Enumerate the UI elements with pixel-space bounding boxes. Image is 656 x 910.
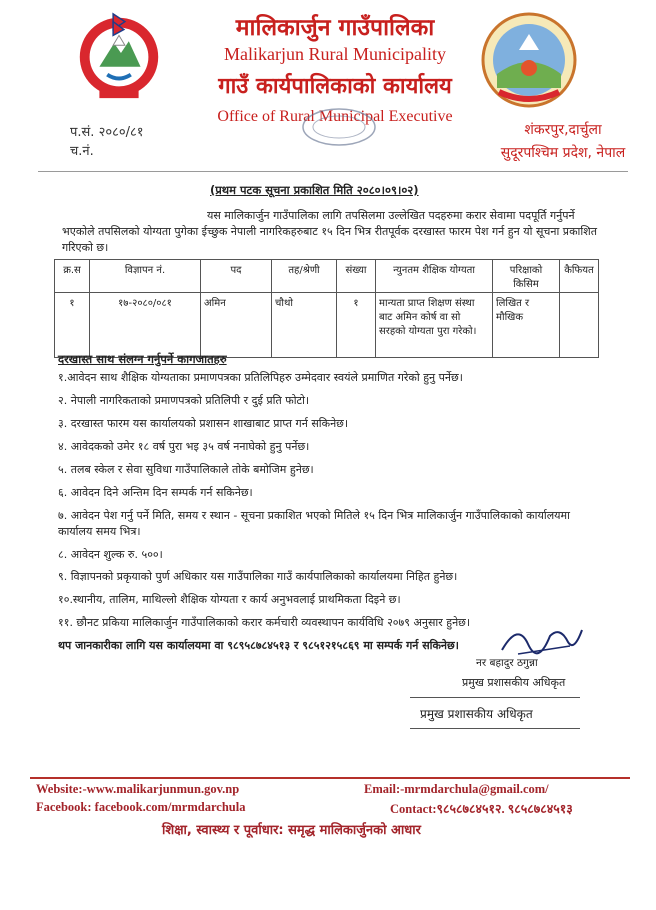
notice-title: (प्रथम पटक सूचना प्रकाशित मिति २०८०।०९।०२) bbox=[210, 183, 419, 197]
table-header-cell: परिक्षाको किसिम bbox=[493, 260, 560, 293]
signature-rule bbox=[410, 697, 580, 698]
office-name-nepali: गाउँ कार्यपालिकाको कार्यालय bbox=[218, 73, 452, 99]
footer-slogan: शिक्षा, स्वास्थ्य र पूर्वाधार: समृद्ध मालिकार्जुनको आधार bbox=[162, 823, 421, 838]
table-cell: चौथो bbox=[272, 293, 337, 358]
table-header-cell: संख्या bbox=[337, 260, 376, 293]
table-cell: मान्यता प्राप्त शिक्षण संस्था बाट अमिन कोर्ष वा सो सरहको योग्यता पुरा गरेको। bbox=[376, 293, 493, 358]
table-header-cell: तह/श्रेणी bbox=[272, 260, 337, 293]
table-cell: अमिन bbox=[201, 293, 272, 358]
list-item: ५. तलब स्केल र सेवा सुविधा गाउँपालिकाले तोके बमोजिम हुनेछ। bbox=[58, 462, 314, 476]
office-name-english: Office of Rural Municipal Executive bbox=[217, 108, 453, 125]
signatory-title-repeat: प्रमुख प्रशासकीय अधिकृत bbox=[420, 707, 533, 721]
office-stamp-icon bbox=[300, 106, 378, 148]
list-item: ९. विज्ञापनको प्रकृयाको पुर्ण अधिकार यस गाउँपालिका गाउँ कार्यपालिकाको कार्यालयमा निहित हुनेछ। bbox=[58, 570, 458, 584]
list-item: ४. आवेदकको उमेर १८ वर्ष पुरा भइ ३५ वर्ष ननाघेको हुनु पर्नेछ। bbox=[58, 439, 310, 453]
reference-number: प.सं. २०८०/८१ bbox=[70, 125, 144, 140]
footer-facebook: Facebook: facebook.com/mrmdarchula bbox=[36, 800, 246, 814]
table-header-cell: पद bbox=[201, 260, 272, 293]
table-cell: लिखित र मौखिक bbox=[493, 293, 560, 358]
footer-contact: Contact:९८५८७८४५१२. ९८५८७८४५१३ bbox=[390, 802, 573, 816]
list-item: ७. आवेदन पेश गर्नु पर्ने मिति, समय र स्थान - सूचना प्रकाशित भएको मितिले १५ दिन भित्र मालिकार्जुन गाउँपालिकाको कार्यालयमा कार्यालय समय भित्र। bbox=[58, 508, 570, 538]
table-cell bbox=[560, 293, 599, 358]
header-divider bbox=[38, 171, 628, 172]
list-item: ८. आवेदन शुल्क रु. ५००। bbox=[58, 547, 163, 561]
location-line-2: सुदूरपश्चिम प्रदेश, नेपाल bbox=[500, 145, 626, 161]
table-cell: १ bbox=[337, 293, 376, 358]
footer-divider bbox=[30, 777, 630, 779]
list-item: २. नेपाली नागरिकताको प्रमाणपत्रको प्रतिलिपी र दुई प्रति फोटो। bbox=[58, 393, 310, 407]
table-cell: १ bbox=[55, 293, 90, 358]
list-item: ३. दरखास्त फारम यस कार्यालयको प्रशासन शाखाबाट प्राप्त गर्न सकिनेछ। bbox=[58, 416, 349, 430]
table-header-cell: विज्ञापन नं. bbox=[90, 260, 201, 293]
list-item: १०.स्थानीय, तालिम, माथिल्लो शैक्षिक योग्यता र कार्य अनुभवलाई प्राथमिकता दिइने छ। bbox=[58, 593, 401, 607]
contact-line: थप जानकारीका लागि यस कार्यालयमा वा ९८९५८७८४५१३ र ९८५१२१५८६९ मा सम्पर्क गर्न सकिनेछ। bbox=[58, 639, 459, 653]
municipality-name-english: Malikarjun Rural Municipality bbox=[224, 44, 446, 64]
location-line-1: शंकरपुर,दार्चुला bbox=[524, 122, 602, 138]
signatory-title: प्रमुख प्रशासकीय अधिकृत bbox=[462, 676, 566, 689]
dispatch-number: च.नं. bbox=[70, 144, 94, 159]
nepal-emblem-icon bbox=[70, 6, 168, 104]
table-row bbox=[55, 293, 599, 358]
table-header-row bbox=[55, 260, 599, 293]
table-header-cell: कैफियत bbox=[560, 260, 599, 293]
list-item: ६. आवेदन दिने अन्तिम दिन सम्पर्क गर्न सकिनेछ। bbox=[58, 485, 253, 499]
signatory-name: नर बहादुर ठगुन्ना bbox=[476, 657, 538, 669]
list-item: ११. छौनट प्रकिया मालिकार्जुन गाउँपालिकाको करार कर्मचारी व्यवस्थापन कार्यविधि २०७९ अनुसार हुनेछ। bbox=[58, 616, 471, 630]
signature-rule-lower bbox=[410, 728, 580, 729]
notice-paragraph: यस मालिकार्जुन गाउँपालिका लागि तपसिलमा उल्लेखित पदहरुमा करार सेवामा पदपूर्ति गर्नुपर्ने भएकोले तपसिलको योग्यता पुगेका ईच्छुक नेपाली नागरिकहरुबाट १५ दिन भित्र रीतपूर्वक दरखास्त फारम पेश गर्न हुन यो सूचना प्रकाशित गरिएको छ। bbox=[62, 209, 597, 254]
table-header-cell: क्र.स bbox=[55, 260, 90, 293]
list-item: १.आवेदन साथ शैक्षिक योग्यताका प्रमाणपत्रका प्रतिलिपिहरु उम्मेदवार स्वयंले प्रमाणित गरेको हुनु पर्नेछ। bbox=[58, 371, 463, 384]
requirements-heading: दरखास्त साथ संलग्न गर्नुपर्ने कागजातहरु bbox=[58, 352, 227, 366]
footer-email: Email:-mrmdarchula@gmail.com/ bbox=[364, 782, 549, 796]
table-cell: १७-२०८०/०८१ bbox=[90, 293, 201, 358]
footer-website: Website:-www.malikarjunmun.gov.np bbox=[36, 782, 240, 796]
table-header-cell: न्युनतम शैक्षिक योग्यता bbox=[376, 260, 493, 293]
municipality-name-nepali: मालिकार्जुन गाउँपालिका bbox=[235, 14, 435, 41]
vacancy-table bbox=[54, 259, 599, 358]
